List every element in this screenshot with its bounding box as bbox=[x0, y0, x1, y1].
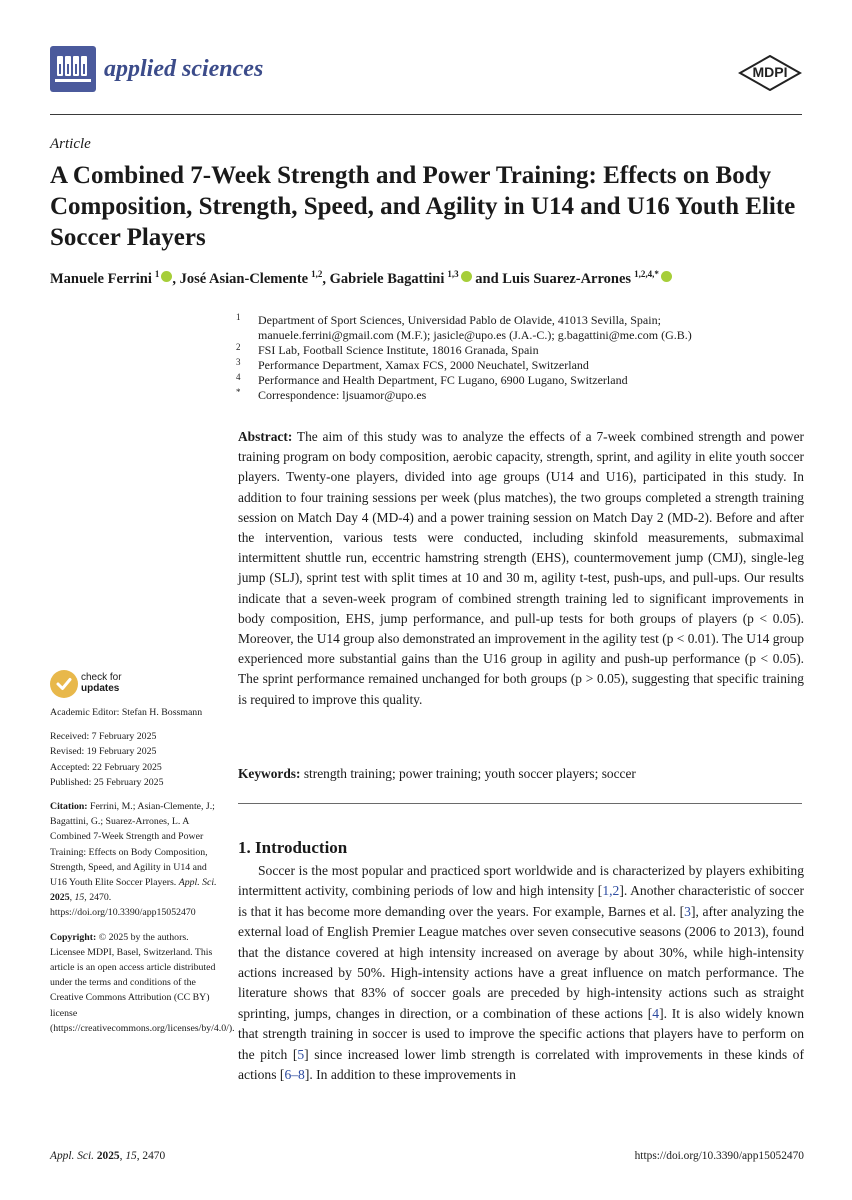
keywords bbox=[238, 764, 804, 784]
citation: Citation: Ferrini, M.; Asian-Clemente, J.; Bagattini, G.; Suarez-Arrones, L. A Combined 7-Week Strength and Power Training: Effects on Body Composition, Strength, Speed, and Agility in U14 and U16 Youth Elite Soccer Players. Appl. Sci. 2025, 15, 2470. https://doi.org/10.3390/app15052470 bbox=[50, 801, 217, 919]
header-divider bbox=[50, 114, 802, 115]
affiliation-marker: * bbox=[236, 387, 241, 397]
abstract bbox=[238, 427, 804, 710]
affiliation-item bbox=[236, 343, 806, 358]
footer-volume: 15 bbox=[125, 1150, 137, 1162]
citation-doi[interactable]: , 2470. https://doi.org/10.3390/app15052470 bbox=[50, 892, 196, 919]
affiliation-text: Department of Sport Sciences, Universidad Pablo de Olavide, 41013 Sevilla, Spain; bbox=[258, 313, 661, 327]
section-divider bbox=[238, 803, 802, 804]
mdpi-logo bbox=[738, 55, 802, 91]
citation-link[interactable]: 6–8 bbox=[284, 1067, 305, 1083]
author-affiliation-marker: 1,2,4,* bbox=[634, 269, 659, 279]
copyright bbox=[50, 930, 235, 1036]
author-affiliation-marker: 1,3 bbox=[447, 269, 459, 279]
date-published: Published: 25 February 2025 bbox=[50, 776, 164, 788]
citation-link[interactable]: 4 bbox=[652, 1005, 660, 1021]
citation-label: Citation: bbox=[50, 801, 88, 813]
orcid-icon[interactable] bbox=[461, 271, 472, 282]
author-affiliation-marker: 1,2 bbox=[311, 269, 323, 279]
footer-article: , 2470 bbox=[136, 1150, 166, 1162]
affiliation-marker: 3 bbox=[236, 357, 241, 367]
author-name: Luis Suarez-Arrones bbox=[502, 270, 632, 287]
publisher-name: MDPI bbox=[752, 64, 788, 80]
citation-text: Ferrini, M.; Asian-Clemente, J.; Bagattini, G.; Suarez-Arrones, L. A Combined 7-Week Strength and Power Training: Effects on Body Composition, Strength, Speed, and Agility in U14 and U16 Youth Elite Soccer Players. bbox=[50, 801, 215, 889]
check-for-updates-badge[interactable] bbox=[50, 670, 150, 700]
affiliation-item bbox=[236, 313, 806, 328]
introduction-paragraph bbox=[238, 861, 804, 1085]
affiliation-marker: 2 bbox=[236, 342, 241, 352]
affiliation-item bbox=[236, 328, 806, 343]
abstract-label: Abstract: bbox=[238, 429, 293, 444]
citation-journal: Appl. Sci. bbox=[178, 877, 217, 889]
check-updates-line1: check for bbox=[81, 672, 122, 683]
affiliation-text: Performance Department, Xamax FCS, 2000 Neuchatel, Switzerland bbox=[258, 358, 589, 372]
section-heading-introduction: 1. Introduction bbox=[238, 838, 348, 857]
author-list bbox=[50, 264, 810, 289]
check-updates-line2: updates bbox=[81, 683, 120, 694]
footer-doi-link[interactable]: https://doi.org/10.3390/app15052470 bbox=[634, 1150, 804, 1162]
affiliation-text: manuele.ferrini@gmail.com (M.F.); jasicle@upo.es (J.A.-C.); g.bagattini@me.com (G.B.) bbox=[258, 328, 692, 342]
author-separator: , bbox=[322, 270, 330, 287]
author-affiliation-marker: 1 bbox=[154, 269, 160, 279]
affiliation-item bbox=[236, 358, 806, 373]
intro-text-segment: ]. Another characteristic of soccer is that it has become more demanding over the years. For example, Barnes et al. [ bbox=[238, 883, 804, 919]
footer-year: 2025 bbox=[96, 1150, 120, 1162]
article-title: A Combined 7-Week Strength and Power Training: Effects on Body Composition, Strength, Speed, and Agility in U14 and U16 Youth Elite Soccer Players bbox=[50, 162, 796, 251]
affiliation-item bbox=[236, 373, 806, 388]
abstract-text: The aim of this study was to analyze the effects of a 7-week combined strength and power training program on body composition, aerobic capacity, strength, sprint, and agility in elite youth soccer players. Twenty-one players, divided into age groups (U14 and U16), participated in this study. In addition to four training sessions per week (plus matches), the two groups completed a strength training session on Match Day 4 (MD-4) and a power training session on Match Day 2 (MD-2). Before and after the intervention, various tests were conducted, including skinfold measurements, submaximal intermittent shuttle run, eccentric hamstring strength (EHS), countermovement jump (CMJ), single-leg jump (SLJ), sprint test with split times at 10 and 30 m, agility t-test, push-ups, and pull-ups. Our results indicate that a seven-week program of combined strength training led to significant improvements in body composition, EHS, jump performance, and pull-up tests for both groups of players (p < 0.05). Moreover, the U14 group also demonstrated an improvement in the agility test (p < 0.01). The U14 group experienced more substantial gains than the U16 group in agility and push-up performance (p < 0.05). The sprint performance remained unchanged for both groups (p > 0.05), suggesting that specific training is required to improve this quality. bbox=[238, 429, 804, 707]
footer-journal: Appl. Sci. bbox=[50, 1150, 94, 1162]
date-received: Received: 7 February 2025 bbox=[50, 731, 157, 743]
check-updates-icon bbox=[50, 670, 78, 698]
academic-editor: Academic Editor: Stefan H. Bossmann bbox=[50, 707, 203, 718]
author-name: José Asian-Clemente bbox=[179, 270, 309, 287]
citation-link[interactable]: 1,2 bbox=[602, 883, 620, 899]
intro-text-segment: ]. In addition to these improvements in bbox=[304, 1067, 516, 1083]
date-revised: Revised: 19 February 2025 bbox=[50, 746, 157, 758]
intro-text-segment: ]. It is also widely known that strength training in soccer is used to improve the specific actions that players have to perform on the pitch [ bbox=[238, 1005, 804, 1062]
article-info-sidebar bbox=[50, 705, 235, 1036]
copyright-text: © 2025 by the authors. Licensee MDPI, Basel, Switzerland. This article is an open access article distributed under the terms and conditions of the Creative Commons Attribution (CC BY) license (https://creativecommons.org/licenses/by/4.0/). bbox=[50, 931, 235, 1034]
affiliation-item bbox=[236, 388, 806, 403]
author-name: Manuele Ferrini bbox=[50, 270, 152, 287]
journal-name: applied sciences bbox=[104, 56, 264, 82]
citation-year: 2025 bbox=[50, 892, 70, 904]
orcid-icon[interactable] bbox=[661, 271, 672, 282]
intro-text-segment: ], after analyzing the external load of English Premier League matches over seven consecutive seasons (2006 to 2013), found that the distance covered at high intensity increased on average by about 30%, while high-intensity actions increased by 50%. High-intensity actions have a great influence on match performance. The literature shows that 83% of soccer goals are preceded by high-intensity actions such as straight sprinting, jumps, changes in direction, or a combination of these actions [ bbox=[238, 903, 804, 1021]
affiliation-text: Performance and Health Department, FC Lugano, 6900 Lugano, Switzerland bbox=[258, 373, 628, 387]
affiliation-marker: 1 bbox=[236, 312, 241, 322]
author-name: Gabriele Bagattini bbox=[329, 270, 445, 287]
citation-volume: 15 bbox=[74, 892, 85, 904]
affiliation-marker: 4 bbox=[236, 372, 241, 382]
intro-text-segment: Soccer is the most popular and practiced sport worldwide and is characterized by players exhibiting intermittent activity, combining periods of low and high intensity [ bbox=[238, 863, 804, 899]
orcid-icon[interactable] bbox=[161, 271, 172, 282]
copyright-label: Copyright: bbox=[50, 931, 97, 943]
citation-link[interactable]: 5 bbox=[297, 1046, 305, 1062]
keywords-label: Keywords: bbox=[238, 766, 301, 781]
article-type: Article bbox=[50, 136, 91, 152]
journal-logo bbox=[50, 46, 96, 92]
affiliation-text: Correspondence: ljsuamor@upo.es bbox=[258, 388, 427, 402]
date-accepted: Accepted: 22 February 2025 bbox=[50, 761, 162, 773]
footer-citation: Appl. Sci. 2025, 15, 2470 bbox=[50, 1150, 166, 1162]
author-separator: , bbox=[172, 270, 180, 287]
author-separator: and bbox=[471, 270, 503, 287]
citation-link[interactable]: 3 bbox=[684, 903, 691, 919]
affiliations bbox=[236, 313, 806, 403]
intro-text-segment: ] since increased lower limb strength is correlated with improvements in these kinds of actions [ bbox=[238, 1046, 804, 1083]
keywords-text: strength training; power training; youth soccer players; soccer bbox=[300, 766, 636, 781]
affiliation-text: FSI Lab, Football Science Institute, 18016 Granada, Spain bbox=[258, 343, 539, 357]
